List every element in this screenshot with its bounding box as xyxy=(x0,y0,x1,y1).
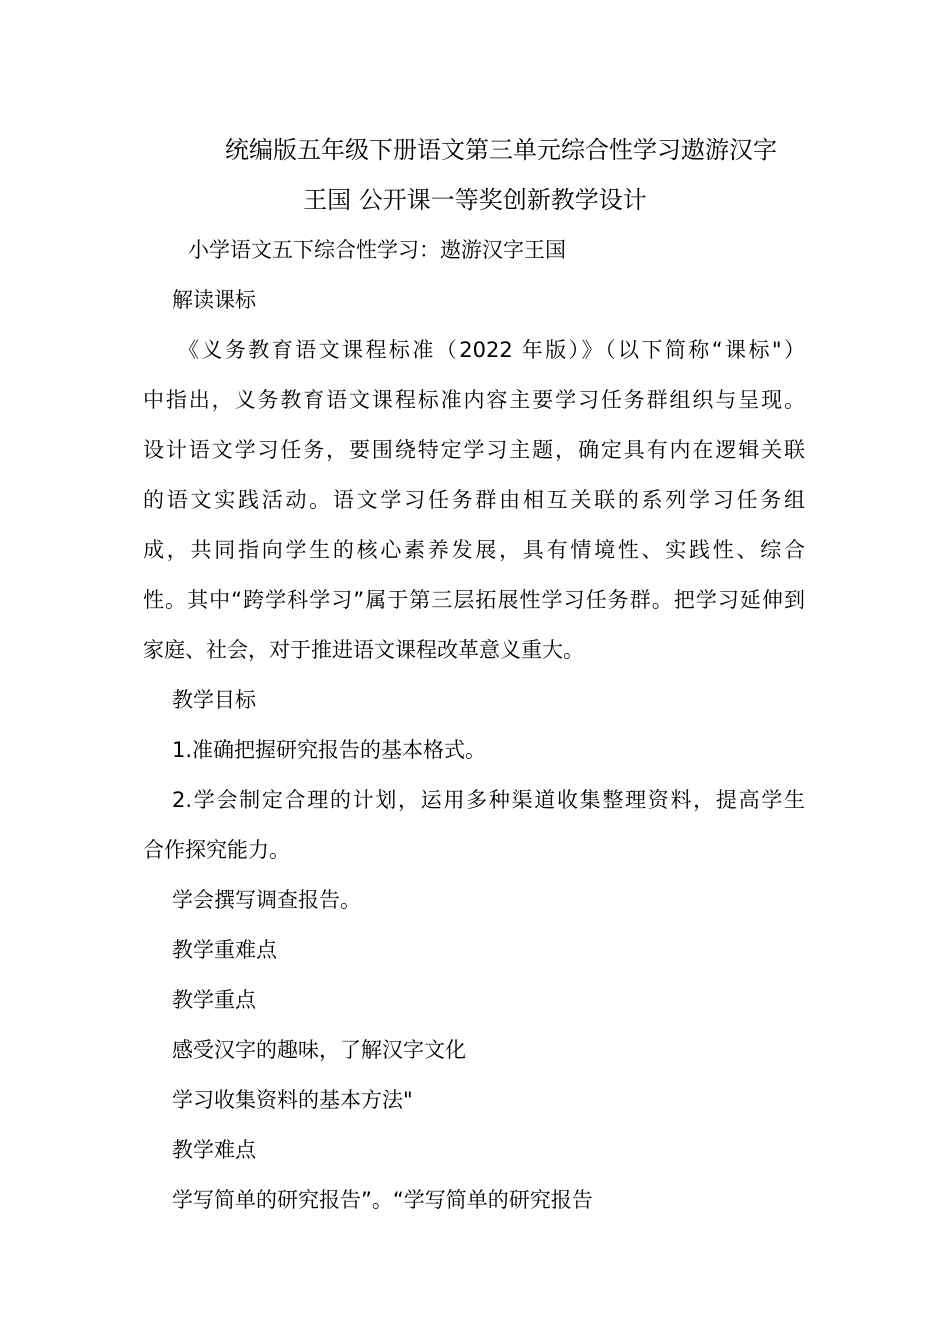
paragraph-line: 家庭、社会，对于推进语文课程改革意义重大。 xyxy=(143,638,584,662)
paragraph-line: 设计语文学习任务，要围绕特定学习主题，确定具有内在逻辑关联 xyxy=(143,438,805,462)
section-heading-key: 教学重点 xyxy=(172,988,256,1012)
document-subtitle: 小学语文五下综合性学习：遨游汉字王国 xyxy=(188,238,566,262)
key-point-2: 学习收集资料的基本方法" xyxy=(172,1088,413,1112)
section-heading-standard: 解读课标 xyxy=(172,288,256,312)
section-heading-goals: 教学目标 xyxy=(172,688,256,712)
section-heading-key-difficult: 教学重难点 xyxy=(172,938,277,962)
goal-item-1: 1.准确把握研究报告的基本格式。 xyxy=(172,738,487,762)
paragraph-line: 《义务教育语文课程标准（2022 年版）》（以下简称“课标"） xyxy=(178,338,805,362)
paragraph-line: 成，共同指向学生的核心素养发展，具有情境性、实践性、综合 xyxy=(143,538,805,562)
goal-item-3: 学会撰写调查报告。 xyxy=(172,888,361,912)
document-title-line-1: 统编版五年级下册语文第三单元综合性学习遨游汉字 xyxy=(225,136,777,164)
key-point-1: 感受汉字的趣味，了解汉字文化 xyxy=(172,1038,466,1062)
paragraph-line: 性。其中“跨学科学习”属于第三层拓展性学习任务群。把学习延伸到 xyxy=(143,588,805,612)
document-title-line-2: 王国 公开课一等奖创新教学设计 xyxy=(303,186,647,214)
paragraph-line: 的语文实践活动。语文学习任务群由相互关联的系列学习任务组 xyxy=(143,488,805,512)
goal-item-2: 2.学会制定合理的计划，运用多种渠道收集整理资料，提高学生 xyxy=(172,788,805,812)
goal-item-2-continued: 合作探究能力。 xyxy=(143,838,290,862)
difficult-point-1: 学写简单的研究报告”。“学写简单的研究报告 xyxy=(172,1188,593,1212)
section-heading-difficult: 教学难点 xyxy=(172,1138,256,1162)
paragraph-line: 中指出，义务教育语文课程标准内容主要学习任务群组织与呈现。 xyxy=(143,388,805,412)
